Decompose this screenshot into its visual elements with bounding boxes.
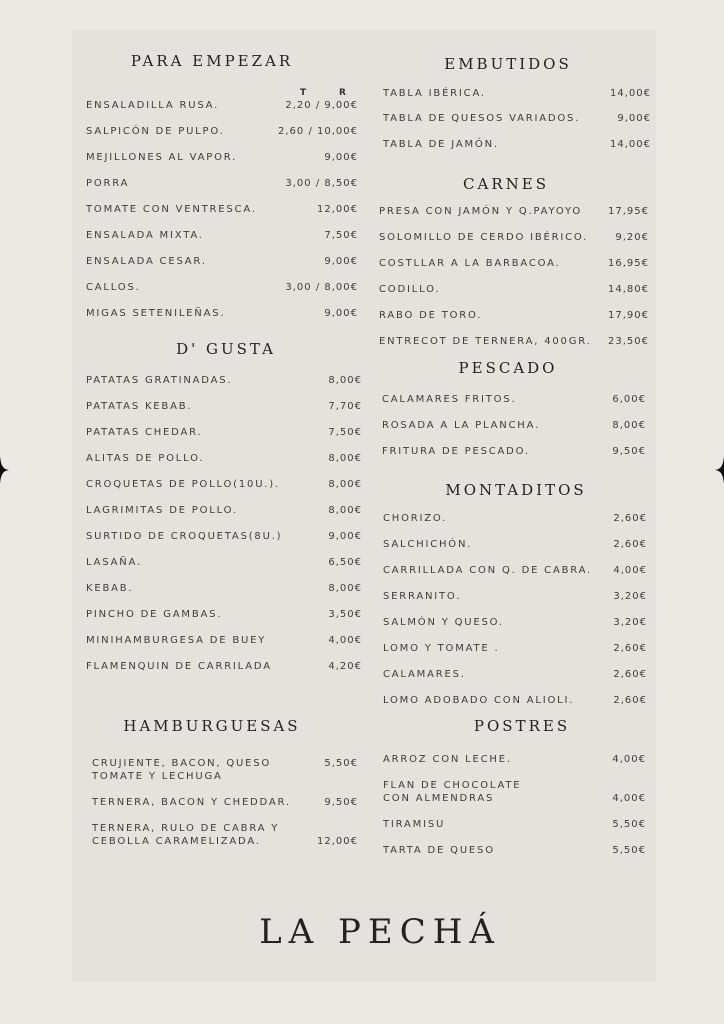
- menu-item-name: FLAN DE CHOCOLATE CON ALMENDRAS: [383, 780, 522, 804]
- menu-item-name: ARROZ CON LECHE.: [383, 754, 512, 765]
- menu-item-price: 2,60€: [613, 539, 647, 550]
- menu-item-name: SALPICÓN DE PULPO.: [86, 126, 225, 137]
- menu-item-name: ROSADA A LA PLANCHA.: [382, 420, 541, 431]
- menu-item-name: ENSALADA CESAR.: [86, 256, 207, 267]
- section-title-d-gusta: D' GUSTA: [176, 340, 276, 358]
- menu-item-price: 14,80€: [608, 284, 649, 295]
- menu-item-price: 3,20€: [613, 617, 647, 628]
- menu-item-price: 12,00€: [317, 204, 358, 215]
- menu-item-price: 16,95€: [608, 258, 649, 269]
- menu-item-price: 9,00€: [324, 152, 358, 163]
- menu-item-name: LOMO Y TOMATE .: [383, 643, 500, 654]
- menu-item-name: LASAÑA.: [86, 557, 142, 568]
- menu-item-price: 3,00 / 8,00€: [285, 282, 358, 293]
- menu-item-name: ENTRECOT DE TERNERA, 400GR.: [379, 336, 592, 347]
- menu-item-name: RABO DE TORO.: [379, 310, 483, 321]
- menu-item-price: 8,00€: [328, 505, 362, 516]
- menu-item-price: 2,60€: [613, 513, 647, 524]
- menu-item-price: 3,20€: [613, 591, 647, 602]
- menu-item-price: 14,00€: [610, 88, 651, 99]
- menu-item-price: 2,60€: [613, 669, 647, 680]
- menu-item-price: 9,00€: [617, 113, 651, 124]
- menu-item-name: CRUJIENTE, BACON, QUESO TOMATE Y LECHUGA: [92, 758, 272, 782]
- menu-item-price: 9,00€: [324, 308, 358, 319]
- menu-item-name: SALMÓN Y QUESO.: [383, 617, 504, 628]
- menu-item-name: TERNERA, RULO DE CABRA Y CEBOLLA CARAMELIZADA.: [92, 823, 280, 847]
- menu-item-price: 4,00€: [613, 565, 647, 576]
- menu-item-name: ALITAS DE POLLO.: [86, 453, 205, 464]
- menu-item-price: 9,20€: [615, 232, 649, 243]
- menu-item-name: FRITURA DE PESCADO.: [382, 446, 530, 457]
- menu-item-name: PATATAS GRATINADAS.: [86, 375, 233, 386]
- menu-item-name: SERRANITO.: [383, 591, 462, 602]
- menu-item-name: SOLOMILLO DE CERDO IBÉRICO.: [379, 232, 589, 243]
- menu-item-name: CARRILLADA CON Q. DE CABRA.: [383, 565, 593, 576]
- restaurant-brand: LA PECHÁ: [259, 912, 501, 952]
- menu-item-price: 7,50€: [324, 230, 358, 241]
- menu-item-name: TOMATE CON VENTRESCA.: [86, 204, 257, 215]
- menu-item-name: MIGAS SETENILEÑAS.: [86, 308, 226, 319]
- menu-item-price: 8,00€: [328, 479, 362, 490]
- menu-item-name: COSTLLAR A LA BARBACOA.: [379, 258, 561, 269]
- menu-item-name: TABLA IBÉRICA.: [383, 88, 486, 99]
- section-title-para-empezar: PARA EMPEZAR: [130, 52, 294, 70]
- menu-item-name: ENSALADA MIXTA.: [86, 230, 204, 241]
- menu-item-price: 4,00€: [328, 635, 362, 646]
- menu-item-name: PRESA CON JAMÓN Y Q.PAYOYO: [379, 206, 583, 217]
- menu-item-price: 2,60€: [613, 695, 647, 706]
- menu-item-price: 6,50€: [328, 557, 362, 568]
- menu-item-price: 4,00€: [612, 754, 646, 765]
- menu-item-price: 23,50€: [608, 336, 649, 347]
- menu-item-name: TERNERA, BACON Y CHEDDAR.: [92, 797, 291, 808]
- menu-item-price: 8,00€: [328, 375, 362, 386]
- menu-item-name: CALAMARES FRITOS.: [382, 394, 517, 405]
- menu-item-name: TABLA DE QUESOS VARIADOS.: [383, 113, 581, 124]
- menu-item-name: PATATAS CHEDAR.: [86, 427, 203, 438]
- menu-item-name: TARTA DE QUESO: [383, 845, 495, 856]
- menu-item-price: 8,00€: [612, 420, 646, 431]
- menu-item-price: 8,00€: [328, 453, 362, 464]
- section-title-embutidos: EMBUTIDOS: [444, 55, 572, 73]
- menu-item-name: ENSALADILLA RUSA.: [86, 100, 220, 111]
- right-star-ornament-icon: [715, 456, 724, 484]
- section-title-montaditos: MONTADITOS: [445, 481, 587, 499]
- menu-item-name: CALAMARES.: [383, 669, 466, 680]
- menu-item-name: SURTIDO DE CROQUETAS(8U.): [86, 531, 283, 542]
- menu-item-name: CHORIZO.: [383, 513, 448, 524]
- menu-item-price: 4,00€: [612, 793, 646, 804]
- menu-item-price: 5,50€: [612, 845, 646, 856]
- menu-item-name: TABLA DE JAMÓN.: [383, 139, 499, 150]
- menu-item-name: MEJILLONES AL VAPOR.: [86, 152, 238, 163]
- left-star-ornament-icon: [0, 456, 9, 484]
- menu-item-price: 3,00 / 8,50€: [285, 178, 358, 189]
- menu-item-price: 8,00€: [328, 583, 362, 594]
- menu-item-price: 2,60€: [613, 643, 647, 654]
- section-title-carnes: CARNES: [463, 175, 549, 193]
- section-title-pescado: PESCADO: [458, 359, 558, 377]
- menu-item-name: CALLOS.: [86, 282, 141, 293]
- menu-item-name: KEBAB.: [86, 583, 134, 594]
- menu-item-name: PORRA: [86, 178, 130, 189]
- menu-item-price: 2,20 / 9,00€: [285, 100, 358, 111]
- menu-item-price: 9,50€: [324, 797, 358, 808]
- section-title-postres: POSTRES: [473, 717, 571, 735]
- menu-item-price: 9,00€: [324, 256, 358, 267]
- menu-item-price: 17,95€: [608, 206, 649, 217]
- menu-item-price: 2,60 / 10,00€: [278, 126, 358, 137]
- menu-item-price: 6,00€: [612, 394, 646, 405]
- menu-item-name: TIRAMISU: [383, 819, 446, 830]
- column-header-t: T: [300, 88, 308, 98]
- menu-item-name: PATATAS KEBAB.: [86, 401, 193, 412]
- menu-item-name: CODILLO.: [379, 284, 441, 295]
- menu-item-price: 4,20€: [328, 661, 362, 672]
- menu-item-price: 5,50€: [324, 758, 358, 769]
- menu-item-price: 9,00€: [328, 531, 362, 542]
- menu-item-name: PINCHO DE GAMBAS.: [86, 609, 223, 620]
- menu-item-price: 9,50€: [612, 446, 646, 457]
- menu-item-name: SALCHICHÓN.: [383, 539, 473, 550]
- menu-item-name: LOMO ADOBADO CON ALIOLI.: [383, 695, 575, 706]
- menu-item-price: 5,50€: [612, 819, 646, 830]
- menu-item-name: LAGRIMITAS DE POLLO.: [86, 505, 238, 516]
- column-header-r: R: [339, 88, 347, 98]
- menu-item-price: 17,90€: [608, 310, 649, 321]
- menu-item-price: 3,50€: [328, 609, 362, 620]
- menu-item-name: MINIHAMBURGESA DE BUEY: [86, 635, 267, 646]
- menu-item-price: 12,00€: [317, 836, 358, 847]
- menu-item-name: FLAMENQUIN DE CARRILADA: [86, 661, 272, 672]
- menu-item-price: 14,00€: [610, 139, 651, 150]
- menu-item-price: 7,50€: [328, 427, 362, 438]
- menu-item-price: 7,70€: [328, 401, 362, 412]
- menu-item-name: CROQUETAS DE POLLO(10U.).: [86, 479, 280, 490]
- section-title-hamburguesas: HAMBURGUESAS: [123, 717, 301, 735]
